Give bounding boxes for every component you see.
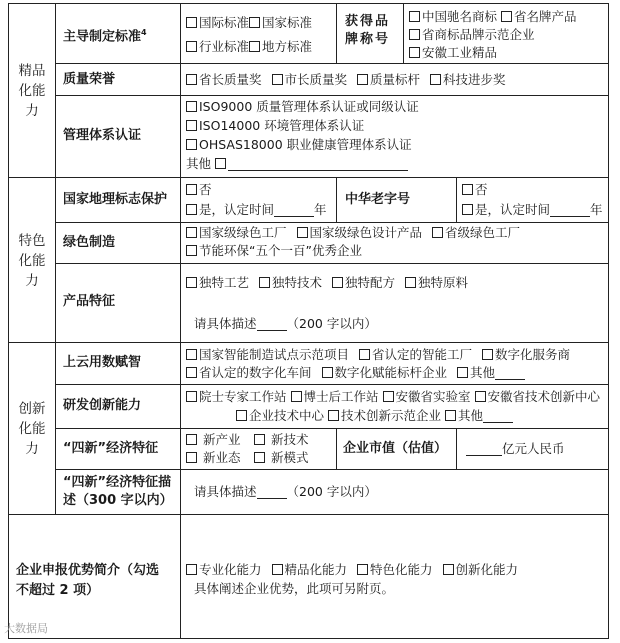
checkbox[interactable] [328, 410, 339, 421]
advantage-note: 具体阐述企业优势，此项可另附页。 [194, 581, 395, 596]
option-guojia[interactable]: 国家标准 [249, 15, 312, 30]
product-options [186, 275, 474, 291]
zhudao-options-line2 [186, 39, 312, 55]
checkbox[interactable] [297, 227, 308, 238]
year-blank[interactable] [550, 204, 590, 217]
checkbox[interactable] [383, 391, 394, 402]
label-market: 企业市值（估值） [343, 441, 448, 456]
option-jishu[interactable]: 独特技术 [259, 275, 322, 290]
checkbox[interactable] [254, 452, 265, 463]
label-laozihao: 中华老字号 [345, 192, 411, 207]
checkbox[interactable] [186, 74, 197, 85]
checkbox[interactable] [272, 74, 283, 85]
fill-in-blank[interactable] [257, 318, 287, 331]
checkbox[interactable] [405, 277, 416, 288]
label-zhudao: 主导制定标准$^4$ [63, 28, 147, 45]
quality-options [186, 72, 512, 88]
option-other[interactable]: 其他 [445, 408, 513, 423]
option-yuanliao[interactable]: 独特原料 [405, 275, 468, 290]
sixin-options-line1 [186, 432, 309, 448]
checkbox[interactable] [186, 17, 197, 28]
label-sixin: “四新”经济特征 [63, 441, 159, 456]
checkbox[interactable] [215, 158, 226, 169]
laozihao-option-no[interactable]: 否 [462, 182, 488, 198]
option-yuanshi[interactable]: 院士专家工作站 [186, 389, 287, 404]
checkbox[interactable] [462, 204, 473, 215]
checkbox[interactable] [186, 184, 197, 195]
label-mgmt: 管理体系认证 [63, 128, 142, 143]
label-advantage-1: 企业申报优势简介（勾选 [16, 563, 160, 578]
checkbox[interactable] [186, 434, 197, 445]
checkbox[interactable] [291, 391, 302, 402]
brand-options-line2 [409, 27, 535, 43]
sixin-description[interactable]: 请具体描述 （200 字以内） [194, 484, 377, 499]
option-zhineng-gongchang[interactable]: 省认定的智能工厂 [359, 347, 472, 362]
label-sixin-desc-1: “四新”经济特征描 [63, 475, 172, 490]
checkbox[interactable] [501, 11, 512, 22]
col-divider [336, 177, 337, 222]
option-biaogan[interactable]: 质量标杆 [357, 72, 420, 87]
col-divider [403, 3, 404, 63]
checkbox[interactable] [186, 101, 197, 112]
option-chuangxin[interactable]: 创新化能力 [443, 562, 519, 577]
option-biaogan-qiye[interactable]: 数字化赋能标杆企业 [322, 365, 448, 380]
market-value[interactable]: 亿元人民币 [466, 441, 565, 457]
row-line [8, 342, 609, 343]
checkbox[interactable] [186, 367, 197, 378]
checkbox[interactable] [186, 227, 197, 238]
option-shengji-lvse[interactable]: 省级绿色工厂 [432, 225, 520, 240]
year-blank[interactable] [274, 204, 314, 217]
checkbox[interactable] [430, 74, 441, 85]
checkbox[interactable] [249, 41, 260, 52]
checkbox[interactable] [445, 410, 456, 421]
fill-in-blank[interactable] [228, 158, 408, 171]
option-shizhang[interactable]: 市长质量奖 [272, 72, 348, 87]
laozihao-option-yes[interactable]: 是，认定时间 年 [462, 202, 603, 218]
mgmt-option-other[interactable]: 其他 [186, 156, 408, 172]
option-mingpai[interactable]: 省名牌产品 [501, 9, 577, 24]
geo-option-yes[interactable]: 是，认定时间 年 [186, 202, 327, 218]
checkbox[interactable] [236, 410, 247, 421]
checkbox[interactable] [186, 349, 197, 360]
col-divider [336, 3, 337, 63]
checkbox[interactable] [409, 29, 420, 40]
checkbox[interactable] [357, 74, 368, 85]
label-advantage-2: 不超过 2 项） [16, 583, 100, 598]
geo-option-no[interactable]: 否 [186, 182, 212, 198]
border-top [8, 3, 609, 4]
option-gongyi[interactable]: 独特工艺 [186, 275, 249, 290]
checkbox[interactable] [186, 452, 197, 463]
checkbox[interactable] [272, 564, 283, 575]
green-options-line1 [186, 225, 520, 241]
checkbox[interactable] [186, 391, 197, 402]
checkbox[interactable] [432, 227, 443, 238]
option-shengzhang[interactable]: 省长质量奖 [186, 72, 262, 87]
checkbox[interactable] [357, 564, 368, 575]
option-jieneng[interactable]: 节能环保“五个一百”优秀企业 [186, 243, 362, 258]
checkbox[interactable] [409, 47, 420, 58]
checkbox[interactable] [186, 204, 197, 215]
fill-in-blank[interactable] [483, 410, 513, 423]
checkbox[interactable] [186, 245, 197, 256]
mgmt-option-ohsas[interactable]: OHSAS18000 职业健康管理体系认证 [186, 137, 412, 153]
checkbox[interactable] [186, 277, 197, 288]
option-zhuanye[interactable]: 专业化能力 [186, 562, 262, 577]
application-form [8, 3, 609, 639]
label-green: 绿色制造 [63, 235, 116, 250]
label-rd: 研发创新能力 [63, 398, 142, 413]
option-tese[interactable]: 特色化能力 [357, 562, 433, 577]
checkbox[interactable] [475, 391, 486, 402]
section-divider [55, 3, 56, 514]
section-label-tese: 特色化能力 [18, 233, 46, 289]
rd-options-line2 [186, 408, 513, 424]
option-chuangxin-zhongxin[interactable]: 安徽省技术创新中心 [475, 389, 601, 404]
option-fuwushang[interactable]: 数字化服务商 [482, 347, 570, 362]
checkbox[interactable] [409, 11, 420, 22]
label-geo: 国家地理标志保护 [63, 192, 168, 207]
row-line [8, 177, 609, 178]
mgmt-option-iso9000[interactable]: ISO9000 质量管理体系认证或同级认证 [186, 99, 419, 115]
row-line [55, 469, 609, 470]
option-xinyetai[interactable]: 新业态 [186, 450, 254, 466]
checkbox[interactable] [443, 564, 454, 575]
row-line [55, 95, 609, 96]
row-line [55, 263, 609, 264]
checkbox[interactable] [254, 434, 265, 445]
checkbox[interactable] [259, 277, 270, 288]
option-hangye[interactable]: 行业标准 [186, 39, 249, 54]
option-lvse-sheji[interactable]: 国家级绿色设计产品 [297, 225, 423, 240]
section-label-jingpin: 精品化能力 [18, 63, 46, 119]
option-other[interactable]: 其他 [457, 365, 525, 380]
option-qiye-zhongxin[interactable]: 企业技术中心 [236, 408, 324, 423]
option-xinmoshi[interactable]: 新模式 [254, 450, 309, 465]
checkbox[interactable] [359, 349, 370, 360]
checkbox[interactable] [322, 367, 333, 378]
option-lvse-gongchang[interactable]: 国家级绿色工厂 [186, 225, 287, 240]
checkbox[interactable] [249, 17, 260, 28]
product-description[interactable]: 请具体描述 （200 字以内） [194, 316, 377, 331]
row-line [55, 384, 609, 385]
col-divider [456, 177, 457, 222]
brand-options-line1 [409, 9, 577, 25]
option-shiyanshi[interactable]: 安徽省实验室 [383, 389, 471, 404]
option-shifan-qiye[interactable]: 技术创新示范企业 [328, 408, 441, 423]
checkbox[interactable] [186, 41, 197, 52]
cloud-options-line1 [186, 347, 570, 363]
checkbox[interactable] [462, 184, 473, 195]
option-zhineng-shifan[interactable]: 国家智能制造试点示范项目 [186, 347, 349, 362]
row-line [55, 63, 609, 64]
option-chiming[interactable]: 中国驰名商标 [409, 9, 497, 24]
row-line [55, 428, 609, 429]
row-line [8, 514, 609, 515]
checkbox[interactable] [186, 564, 197, 575]
border-left [8, 3, 9, 639]
col-divider [456, 428, 457, 469]
mgmt-option-iso14000[interactable]: ISO14000 环境管理体系认证 [186, 118, 364, 134]
checkbox[interactable] [457, 367, 468, 378]
label-product: 产品特征 [63, 294, 116, 309]
label-divider [180, 3, 181, 639]
fill-in-blank[interactable] [257, 486, 287, 499]
rd-options-line1 [186, 389, 600, 405]
checkbox[interactable] [186, 120, 197, 131]
label-sixin-desc-2: 述（300 字以内） [63, 493, 173, 508]
checkbox[interactable] [186, 139, 197, 150]
option-chejian[interactable]: 省认定的数字化车间 [186, 365, 312, 380]
label-quality: 质量荣誉 [63, 72, 116, 87]
border-bottom [8, 638, 609, 639]
sixin-options-line2 [186, 450, 309, 466]
checkbox[interactable] [332, 277, 343, 288]
option-xinjishu[interactable]: 新技术 [254, 432, 309, 447]
zhudao-options-line1 [186, 15, 312, 31]
option-jingpin[interactable]: 精品化能力 [272, 562, 348, 577]
option-keji[interactable]: 科技进步奖 [430, 72, 506, 87]
checkbox[interactable] [482, 349, 493, 360]
label-cloud: 上云用数赋智 [63, 355, 142, 370]
option-xinchanye[interactable]: 新产业 [186, 432, 254, 448]
cloud-options-line2 [186, 365, 525, 381]
watermark: 大数据局 [4, 622, 48, 635]
green-options-line2 [186, 243, 362, 259]
row-line [55, 222, 609, 223]
fill-in-blank[interactable] [495, 367, 525, 380]
option-peifang[interactable]: 独特配方 [332, 275, 395, 290]
label-brand: 获得品牌称号 [345, 14, 391, 47]
brand-options-line3 [409, 45, 497, 61]
fill-in-blank[interactable] [466, 443, 502, 456]
option-guoji[interactable]: 国际标准 [186, 15, 249, 30]
option-jingpin[interactable]: 安徽工业精品 [409, 45, 497, 60]
option-boshihou[interactable]: 博士后工作站 [291, 389, 379, 404]
section-label-chuangxin: 创新化能力 [18, 401, 46, 457]
option-difang[interactable]: 地方标准 [249, 39, 312, 54]
border-right [608, 3, 609, 639]
col-divider [336, 428, 337, 469]
option-shifan[interactable]: 省商标品牌示范企业 [409, 27, 535, 42]
advantage-options [186, 562, 524, 578]
